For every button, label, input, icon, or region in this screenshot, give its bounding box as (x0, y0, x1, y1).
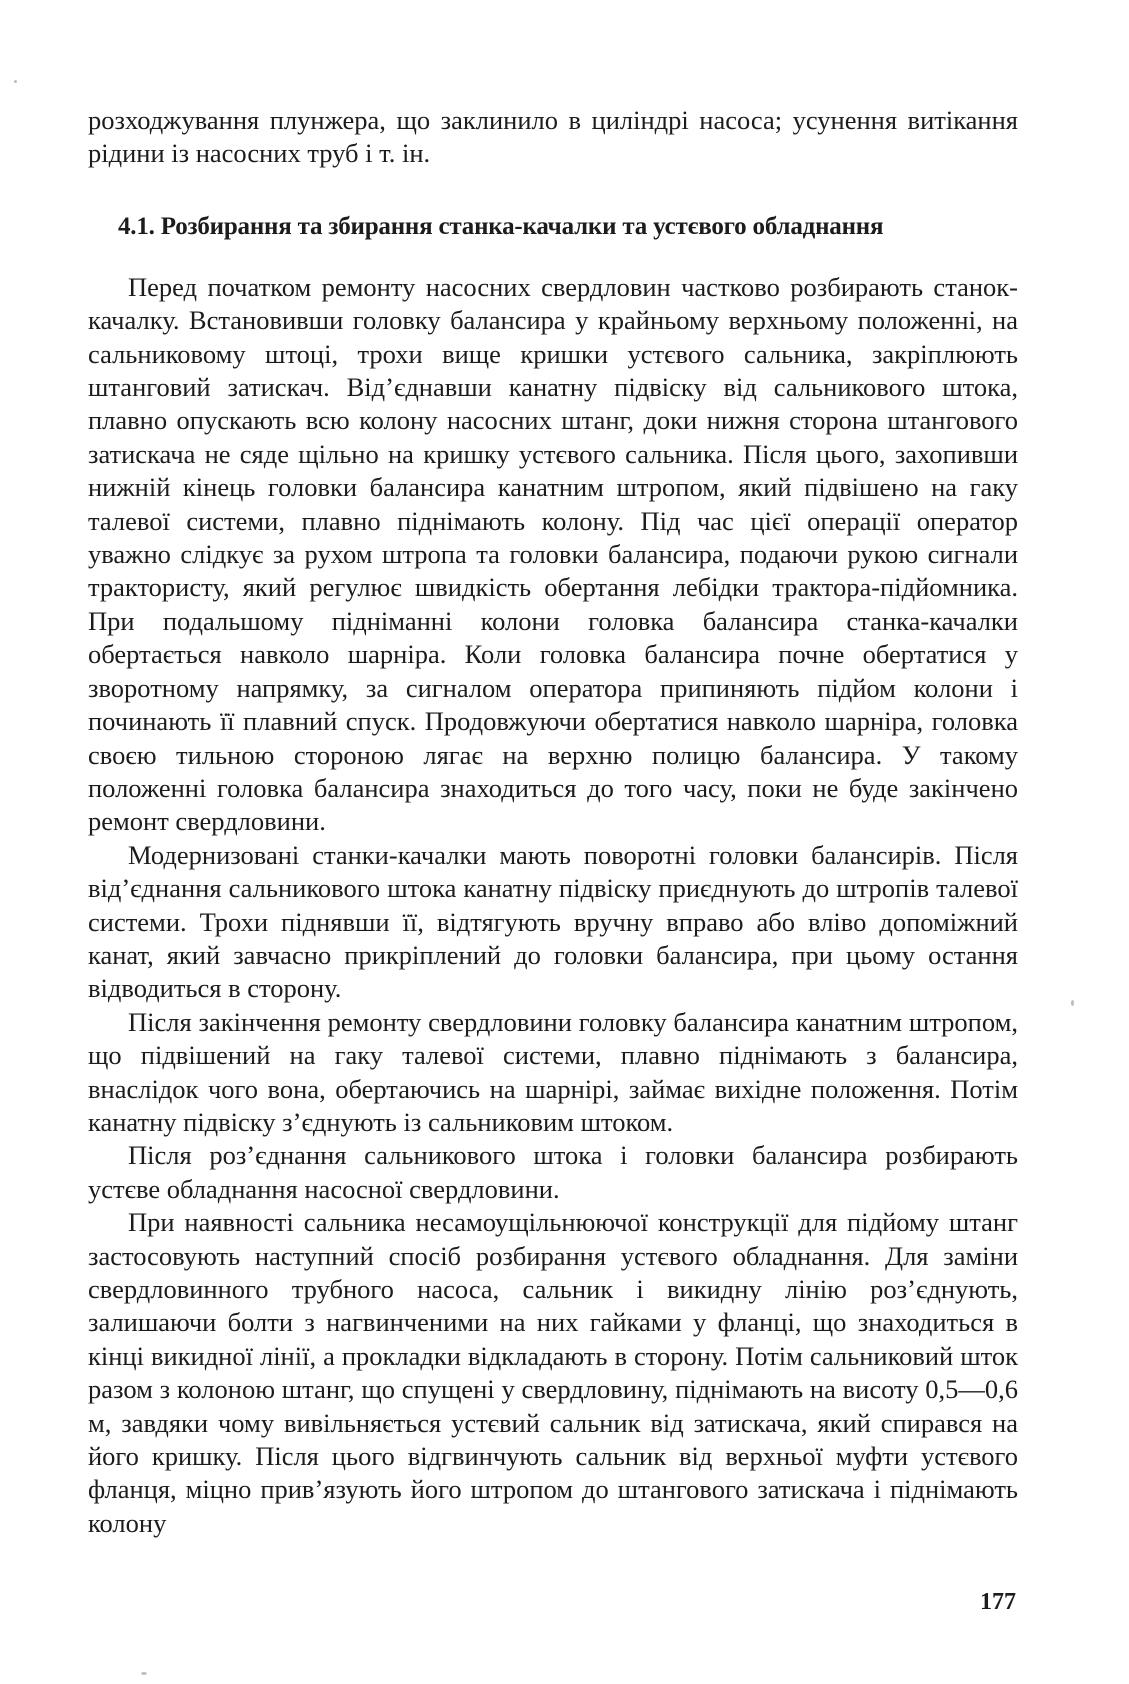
paragraph-4: Після роз’єднання сальникового штока і головки балансира розбирають устєве обладнання насосної свердловини. (88, 1140, 1018, 1204)
intro-paragraph: розходжування плунжера, що заклинило в циліндрі насоса; усунення витікання рідини із насосних труб і т. ін. (88, 105, 1018, 169)
page-number: 177 (980, 1589, 1016, 1615)
paragraph-5: При наявності сальника несамоущільнюючої конструкції для підйому штанг застосовують наступний спосіб розбирання устєвого обладнання. Для заміни свердловинного трубного насоса, сальник і викидну лінію роз’єднують, залишаючи болти з нагвинченими на них гайками у фланці, що знаходиться в кінці викидної лінії, а прокладки відкладають в сторону. Потім сальниковий шток разом з колоною штанг, що спущені у свердловину, піднімають на висоту 0,5—0,6 м, завдяки чому вивільняється устєвий сальник від затискача, який спирався на його кришку. Після цього відгвинчують сальник від верхньої муфти устєвого фланця, міцно прив’язують його штропом до штангового затискача і піднімають колону (88, 1207, 1018, 1538)
paragraph-3: Після закінчення ремонту свердловини головку балансира канатним штропом, що підвішений на гаку талевої системи, плавно піднімають з балансира, внаслідок чого вона, обертаючись на шарнірі, займає вихідне положення. Потім канатну підвіску з’єднують із сальниковим штоком. (88, 1006, 1018, 1137)
paragraph-2: Модернизовані станки-качалки мають поворотні головки балансирів. Після від’єднання сальникового штока канатну підвіску приєднують до штропів талевої системи. Трохи піднявши її, відтягують вручну вправо або вліво допоміжний канат, який завчасно прикріплений до головки балансира, при цьому остання відводиться в сторону. (88, 839, 1018, 1004)
scan-speck (14, 80, 17, 83)
scan-speck (141, 1672, 147, 1675)
scan-speck (1071, 1000, 1074, 1006)
section-heading: 4.1. Розбирання та збирання станка-качалки та устєвого обладнання (118, 212, 884, 240)
paragraph-1: Перед початком ремонту насосних свердловин частково розбирають станок-качалку. Встановивши головку балансира у крайньому верхньому положенні, на сальниковому штоці, трохи вище кришки устєвого сальника, закріплюють штанговий затискач. Від’єднавши канатну підвіску від сальникового штока, плавно опускають всю колону насосних штанг, доки нижня сторона штангового затискача не сяде щільно на кришку устєвого сальника. Після цього, захопивши нижній кінець головки балансира канатним штропом, який підвішено на гаку талевої системи, плавно піднімають колону. Під час цієї операції оператор уважно слідкує за рухом штропа та головки балансира, подаючи рукою сигнали трактористу, який регулює швидкість обертання лебідки трактора-підйомника. При подальшому підніманні колони головка балансира станка-качалки обертається навколо шарніра. Коли головка балансира почне обертатися у зворотному напрямку, за сигналом оператора припиняють підйом колони і починають її плавний спуск. Продовжуючи обертатися навколо шарніра, головка своєю тильною стороною лягає на верхню полицю балансира. У такому положенні головка балансира знаходиться до того часу, поки не буде закінчено ремонт свердловини. (88, 271, 1018, 837)
page-body (88, 104, 1018, 1540)
